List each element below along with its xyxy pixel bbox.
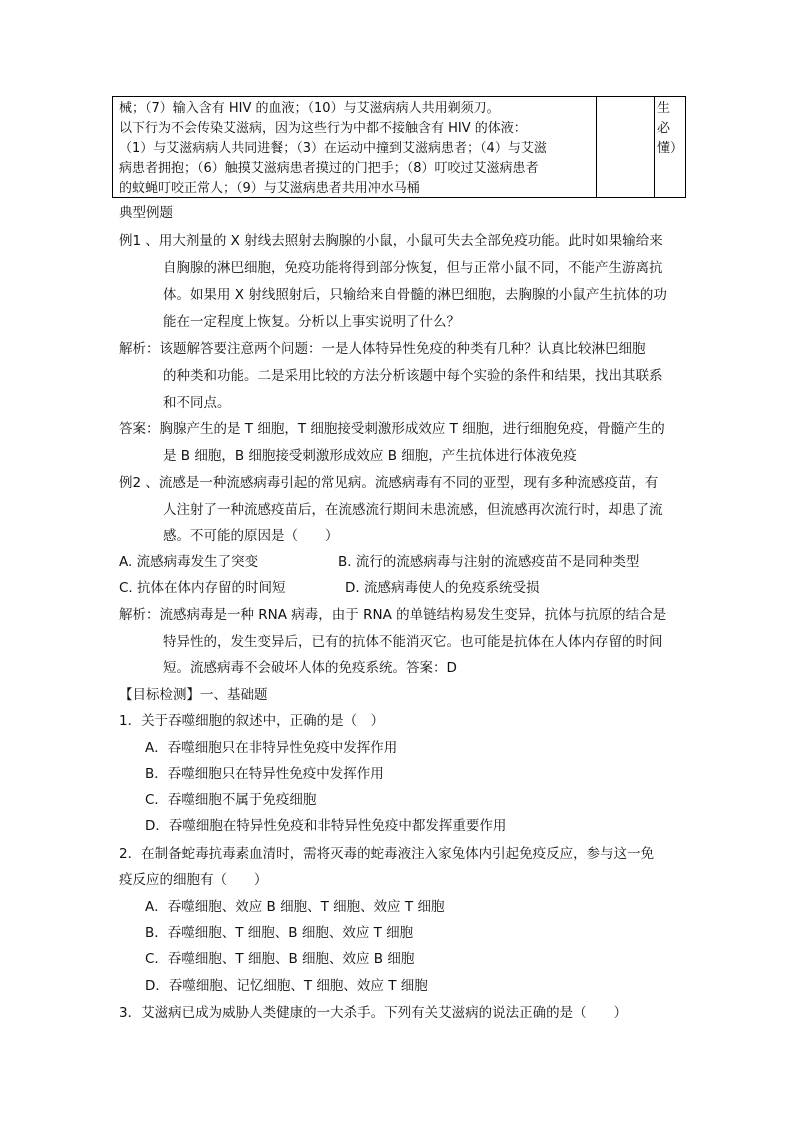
example1-analysis: 的种类和功能。二是采用比较的方法分析该题中每个实验的条件和结果，找出其联系: [163, 368, 663, 384]
question2-option: D．吞噬细胞、记忆细胞、T 细胞、效应 T 细胞: [145, 978, 428, 994]
example2-analysis: 短。流感病毒不会破坏人体的免疫系统。答案：D: [163, 660, 457, 676]
table-line: 病患者拥抱；（6）触摸艾滋病患者摸过的门把手；（8）叮咬过艾滋病患者: [119, 161, 539, 176]
table-line: 械；（7）输入含有 HIV 的血液；（10）与艾滋病病人共用剃须刀。: [119, 101, 500, 116]
example1-analysis: 和不同点。: [163, 395, 231, 411]
example1-line: 能在一定程度上恢复。分析以上事实说明了什么？: [163, 314, 460, 330]
example2-line: 人注射了一种流感疫苗后，在流感流行期间未患流感，但流感再次流行时，却患了流: [163, 502, 663, 518]
question1-option: C．吞噬细胞不属于免疫细胞: [145, 792, 317, 808]
example2-option-a: A. 流感病毒发生了突变: [119, 554, 259, 570]
question1-option: A．吞噬细胞只在非特异性免疫中发挥作用: [145, 740, 398, 756]
table-note-line: 懂）: [657, 141, 684, 156]
question2-option: C．吞噬细胞、T 细胞、B 细胞、效应 B 细胞: [145, 951, 415, 967]
table-cell-empty: [597, 97, 655, 197]
table-note-line: 生 必: [657, 101, 684, 136]
example2-option-c: C. 抗体在体内存留的时间短: [119, 580, 286, 596]
question3-stem: 3．艾滋病已成为威胁人类健康的一大杀手。下列有关艾滋病的说法正确的是（ ）: [119, 1005, 628, 1021]
question1-stem: 1．关于吞噬细胞的叙述中，正确的是（ ）: [119, 713, 385, 729]
table-line: 以下行为不会传染艾滋病，因为这些行为中都不接触含有 HIV 的体液：: [119, 121, 527, 136]
question2-option: A．吞噬细胞、效应 B 细胞、T 细胞、效应 T 细胞: [145, 899, 445, 915]
example2-analysis: 解析：流感病毒是一种 RNA 病毒，由于 RNA 的单链结构易发生变异，抗体与抗原的结合是: [119, 607, 667, 623]
example2-analysis: 特异性的，发生变异后，已有的抗体不能消灭它。也可能是抗体在人体内存留的时间: [163, 634, 663, 650]
example1-answer: 答案：胸腺产生的是 T 细胞，T 细胞接受刺激形成效应 T 细胞，进行细胞免疫，骨髓产生的: [119, 421, 665, 437]
table-cell-content: [113, 97, 597, 197]
example1-analysis: 解析：该题解答要注意两个问题：一是人体特异性免疫的种类有几种？认真比较淋巴细胞: [119, 341, 646, 357]
example1-line: 体。如果用 X 射线照射后，只输给来自骨髓的淋巴细胞，去胸腺的小鼠产生抗体的功: [163, 287, 667, 303]
section-title: 典型例题: [119, 205, 173, 221]
example2-line: 感。不可能的原因是（ ）: [163, 528, 339, 544]
table-line: 的蚊蝇叮咬正常人；（9）与艾滋病患者共用冲水马桶: [119, 181, 420, 196]
example2-option-d: D. 流感病毒使人的免疫系统受损: [345, 580, 540, 596]
question1-option: B．吞噬细胞只在特异性免疫中发挥作用: [145, 766, 384, 782]
example2-line: 例2 、流感是一种流感病毒引起的常见病。流感病毒有不同的亚型，现有多种流感疫苗，有: [119, 475, 659, 491]
example1-line: 例1 、用大剂量的 X 射线去照射去胸腺的小鼠，小鼠可失去全部免疫功能。此时如果输给来: [119, 233, 663, 249]
question1-option: D．吞噬细胞在特异性免疫和非特异性免疫中都发挥重要作用: [145, 818, 507, 834]
target-title: 【目标检测】一、基础题: [119, 687, 268, 703]
question2-stem: 2．在制备蛇毒抗毒素血清时，需将灭毒的蛇毒液注入家兔体内引起免疫反应，参与这一免: [119, 846, 655, 862]
question2-stem: 疫反应的细胞有（ ）: [119, 872, 268, 888]
info-table: [112, 96, 686, 198]
question2-option: B．吞噬细胞、T 细胞、B 细胞、效应 T 细胞: [145, 925, 414, 941]
table-line: （1）与艾滋病病人共同进餐；（3）在运动中撞到艾滋病患者；（4）与艾滋: [119, 141, 547, 156]
table-cell-note: [655, 97, 687, 199]
example1-answer: 是 B 细胞，B 细胞接受刺激形成效应 B 细胞，产生抗体进行体液免疫: [163, 448, 577, 464]
example2-option-b: B. 流行的流感病毒与注射的流感疫苗不是同种类型: [338, 554, 640, 570]
example1-line: 自胸腺的淋巴细胞，免疫功能将得到部分恢复，但与正常小鼠不同，不能产生游离抗: [163, 260, 663, 276]
